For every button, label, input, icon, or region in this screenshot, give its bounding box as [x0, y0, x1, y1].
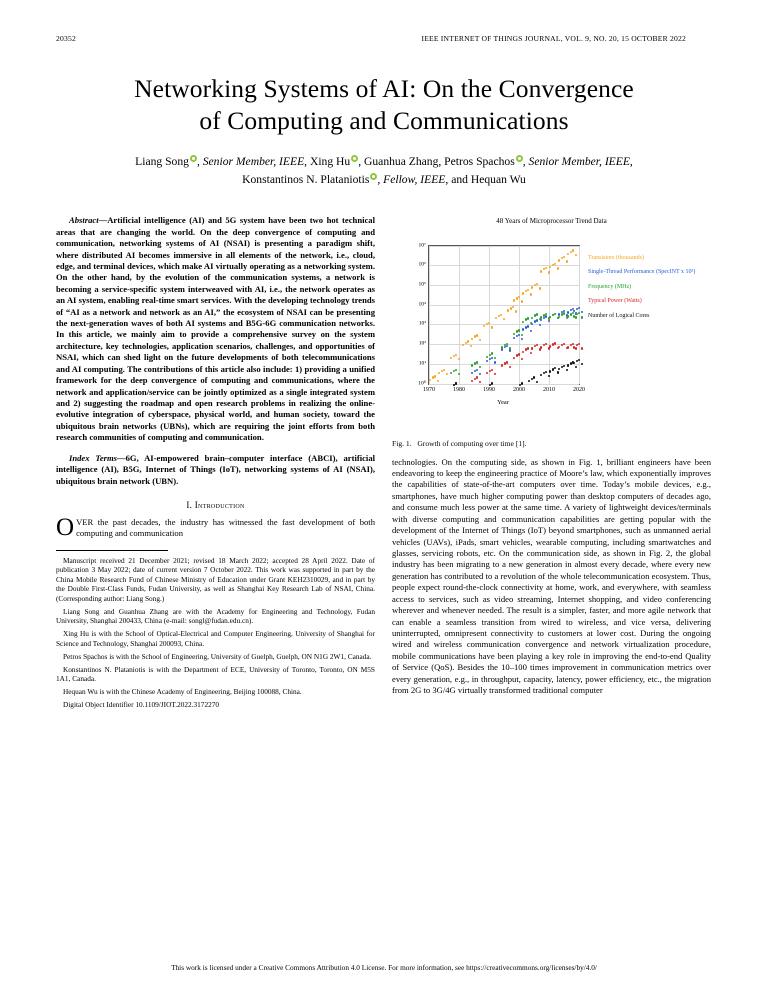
chart-data-point [563, 256, 565, 258]
chart-data-point [549, 370, 551, 372]
chart-xtick-label: 1980 [453, 386, 465, 393]
chart-data-point [467, 340, 469, 342]
chart-data-point [434, 375, 436, 377]
index-terms-text: —6G, AI-empowered brain–computer interface (ABCI), artificial intelligence (AI), B5G, Internet of Things (IoT), networking systems of AI (NSAI), ubiquitous brain network (UBN). [56, 452, 375, 486]
author-list [56, 153, 712, 189]
footnote-block [56, 556, 375, 710]
intro-first-paragraph-text: VER the past decades, the industry has witnessed the fast development of both computing and communication [76, 516, 375, 539]
chart-data-point [501, 346, 503, 348]
chart-data-point [495, 317, 497, 319]
chart-data-point [575, 254, 577, 256]
chart-data-point [573, 315, 575, 317]
chart-data-point [563, 343, 565, 345]
chart-data-point [491, 326, 493, 328]
chart-data-point [437, 380, 439, 382]
two-column-body [56, 215, 712, 713]
chart-data-point [557, 267, 559, 269]
chart-data-point [531, 286, 533, 288]
chart-data-point [470, 345, 472, 347]
chart-legend [588, 255, 698, 328]
journal-line: IEEE INTERNET OF THINGS JOURNAL, VOL. 9, NO. 20, 15 OCTOBER 2022 [421, 34, 686, 43]
chart-data-point [507, 309, 509, 311]
chart-gridline [429, 246, 579, 247]
chart-data-point [540, 374, 542, 376]
chart-data-point [531, 317, 533, 319]
chart-legend-item: Transistors (thousands) [588, 254, 644, 261]
chart-ytick-label: 10⁷ [418, 241, 426, 248]
chart-data-point [450, 357, 452, 359]
chart-data-point [455, 354, 457, 356]
chart-data-point [563, 365, 565, 367]
chart-data-point [462, 344, 464, 346]
chart-data-point [540, 270, 542, 272]
chart-data-point [558, 259, 560, 261]
figure-caption-label: Fig. 1. [392, 438, 412, 448]
chart-data-point [506, 361, 508, 363]
chart-data-point [581, 316, 583, 318]
chart-data-point [471, 338, 473, 340]
footnote-affiliation-4: Konstantinos N. Plataniotis is with the Department of ECE, University of Toronto, Toronto, ON M5S 1A1, Canada. [56, 664, 375, 684]
chart-data-point [567, 364, 569, 366]
left-column [56, 215, 375, 713]
chart-data-point [578, 307, 580, 309]
chart-data-point [500, 314, 502, 316]
drop-cap: O [56, 513, 75, 541]
chart-data-point [522, 351, 524, 353]
chart-xtick-label: 1970 [423, 386, 435, 393]
footnote-doi: Digital Object Identifier 10.1109/JIOT.2022.3172270 [63, 700, 220, 710]
chart-data-point [522, 292, 524, 294]
author-plataniotis: Konstantinos N. Plataniotis [242, 173, 370, 187]
chart-data-point [491, 382, 493, 384]
chart-xtick-label: 2010 [543, 386, 555, 393]
right-column [392, 215, 711, 713]
chart-data-point [518, 329, 520, 331]
chart-data-point [513, 333, 515, 335]
chart-title: 48 Years of Microprocessor Trend Data [496, 217, 607, 226]
chart-legend-item: Number of Logical Cores [588, 312, 650, 319]
chart-data-point [573, 346, 575, 348]
authors-group-1: , Guanhua Zhang, Petros Spachos [358, 155, 515, 169]
figure-caption-text: Growth of computing over time [1]. [417, 438, 527, 448]
chart-data-point [536, 344, 538, 346]
chart-data-point [554, 313, 556, 315]
orcid-icon[interactable] [516, 155, 523, 162]
chart-data-point [486, 356, 488, 358]
chart-data-point [521, 358, 523, 360]
chart-xtick-label: 2000 [513, 386, 525, 393]
index-terms-label: Index Terms [69, 452, 118, 463]
chart-data-point [572, 249, 574, 251]
chart-data-point [455, 382, 457, 384]
chart-data-point [479, 366, 481, 368]
chart-data-point [548, 271, 550, 273]
chart-data-point [501, 364, 503, 366]
chart-data-point [494, 357, 496, 359]
chart-data-point [446, 373, 448, 375]
chart-data-point [522, 321, 524, 323]
page-title [56, 73, 712, 136]
chart-data-point [545, 371, 547, 373]
chart-data-point [578, 359, 580, 361]
orcid-icon[interactable] [190, 155, 197, 162]
chart-gridline [429, 265, 579, 266]
page-folio: 20352 [56, 34, 76, 43]
chart-data-point [533, 376, 535, 378]
chart-data-point [443, 369, 445, 371]
chart-legend-item: Typical Power (Watts) [588, 298, 642, 305]
chart-data-point [558, 346, 560, 348]
abstract-paragraph [56, 215, 375, 443]
chart-data-point [527, 347, 529, 349]
chart-data-point [476, 361, 478, 363]
chart-data-point [536, 313, 538, 315]
chart-data-point [549, 316, 551, 318]
chart-ytick-label: 10⁵ [418, 281, 426, 288]
chart-data-point [521, 334, 523, 336]
chart-data-point [479, 339, 481, 341]
chart-ytick-label: 10¹ [418, 360, 426, 367]
chart-data-point [539, 324, 541, 326]
chart-data-point [531, 347, 533, 349]
chart-data-point [530, 293, 532, 295]
chart-data-point [518, 334, 520, 336]
figure-caption [392, 439, 711, 449]
chart-data-point [491, 357, 493, 359]
chart-xtick-label: 1990 [483, 386, 495, 393]
section-heading-introduction: I. Introduction [186, 499, 245, 510]
license-line: This work is licensed under a Creative Commons Attribution 4.0 License. For more information, see https://creativecommons.org/licenses/by/4.0/ [171, 963, 597, 972]
chart-data-point [566, 369, 568, 371]
figure-1 [392, 217, 711, 448]
chart-data-point [566, 260, 568, 262]
chart-data-point [530, 352, 532, 354]
chart-data-point [567, 346, 569, 348]
chart-data-point [494, 373, 496, 375]
chart-gridline [579, 246, 580, 384]
chart-data-point [575, 347, 577, 349]
intro-first-paragraph [56, 513, 375, 541]
chart-data-point [471, 380, 473, 382]
chart-ytick-label: 10² [418, 340, 426, 347]
chart-data-point [536, 319, 538, 321]
chart-data-point [527, 317, 529, 319]
chart-data-point [545, 267, 547, 269]
chart-data-point [486, 372, 488, 374]
author-hequan-wu: , and Hequan Wu [445, 173, 526, 187]
chart-gridline [429, 305, 579, 306]
abstract-text: —Artificial intelligence (AI) and 5G system have been two hot technical areas that are changing the world. On the deep convergence of computing and communication, networking systems of AI (NSAI) is presenting a paradigm shift, where distributed AI becomes immersive in all elements of the network, i.e., cloud, edge, and terminal devices, which make AI virtually operating as a networking system. On the other hand, by the evolution of the communication systems, a network is becoming a service-specific system interweaved with AI, i.e., the network operates as an AI system, enabling real-time smart services. With the developing technology trends of “AI as a network and network as an AI,” the ecosystem of NSAI can be presenting the next-generation waves of both AI systems and B5G-6G communication networks. In this article, we mainly aim to provide a comprehensive survey on the system architecture, key technologies, application scenarios, challenges, and opportunities of NSAI, which can shed light on the future developments of both telecommunications and AI computing. The contributions of this article also include: 1) providing a unified framework for the deep convergence of computing and communications, where the network and application/service can be jointly optimized as a single integrated system and 2) suggesting the roadmap and open research problems in realizing the online-evolutive integration of cyberspace, physical world, and human society, toward the ubiquitous brain networks (UBNs), which are requiring the joint efforts from both research communities of computing and communication. [56, 215, 375, 443]
chart-data-point [581, 347, 583, 349]
chart-data-point [558, 368, 560, 370]
chart-gridline [429, 285, 579, 286]
author-xing-hu: , Xing Hu [304, 155, 351, 169]
chart-data-point [567, 311, 569, 313]
chart-data-point [509, 347, 511, 349]
chart-data-point [483, 325, 485, 327]
chart-data-point [528, 380, 530, 382]
chart-data-point [563, 312, 565, 314]
chart-data-point [429, 379, 431, 381]
chart-ytick-label: 10⁶ [418, 261, 426, 268]
chart-data-point [567, 315, 569, 317]
chart-data-point [539, 287, 541, 289]
chart-data-point [513, 357, 515, 359]
chart-data-point [488, 322, 490, 324]
chart-data-point [554, 342, 556, 344]
author-role-2: , Senior Member, IEEE, [522, 155, 633, 169]
footnote-affiliation-5: Hequan Wu is with the Chinese Academy of Engineering, Beijing 100088, China. [63, 687, 302, 697]
chart-ytick-label: 10⁴ [418, 300, 426, 307]
chart-data-point [455, 369, 457, 371]
chart-data-point [521, 300, 523, 302]
footnote-affiliation-3: Petros Spachos is with the School of Engineering, University of Guelph, Guelph, ON N1G 2W1, Canada. [63, 651, 372, 661]
chart-gridline [429, 384, 579, 385]
chart-data-point [513, 337, 515, 339]
chart-data-point [509, 366, 511, 368]
chart-data-point [575, 316, 577, 318]
running-head [56, 34, 712, 43]
footnote-manuscript: Manuscript received 21 December 2021; revised 18 March 2022; accepted 28 April 2022. Date of publication 3 May 2022; date of current version 7 October 2022. This work was supported in part by the China Mobile Research Fund of Chinese Ministry of Education under Grant KEH2310029, and in part by the Double First-Class Funds, Fudan University, as well as Shanghai Key Research Lab of NSAI, China. (Corresponding author: Liang Song.) [56, 555, 375, 603]
chart-gridline [429, 324, 579, 325]
chart-data-point [476, 369, 478, 371]
author-role-3: , Fellow, IEEE [377, 173, 446, 187]
chart-data-point [557, 371, 559, 373]
chart-xtick-label: 2020 [573, 386, 585, 393]
title-line-1: Networking Systems of AI: On the Convergence [134, 74, 634, 103]
chart-data-point [518, 353, 520, 355]
chart-data-point [540, 346, 542, 348]
chart-data-point [540, 316, 542, 318]
chart-data-point [476, 334, 478, 336]
chart-data-point [522, 328, 524, 330]
chart-data-point [471, 364, 473, 366]
abstract-label: Abstract [69, 215, 99, 226]
chart-data-point [513, 299, 515, 301]
chart-data-point [515, 310, 517, 312]
chart-data-point [581, 363, 583, 365]
chart-data-point [438, 372, 440, 374]
chart-legend-item: Frequency (MHz) [588, 283, 632, 290]
chart-data-point [471, 372, 473, 374]
chart-data-point [503, 318, 505, 320]
chart-ytick-label: 10⁰ [418, 379, 426, 386]
chart-ytick-label: 10³ [418, 320, 426, 327]
index-terms-paragraph [56, 453, 375, 487]
chart-data-point [527, 325, 529, 327]
chart-data-point [521, 338, 523, 340]
author-liang-song: Liang Song [135, 155, 189, 169]
chart-xlabel: Year [497, 398, 509, 406]
author-role-1: , Senior Member, IEEE [196, 155, 305, 169]
footnote-affiliation-1: Liang Song and Guanhua Zhang are with the Academy for Engineering and Technology, Fudan University, Shanghai 200433, China (e-mail: songl@fudan.edu.cn). [56, 606, 375, 626]
chart-data-point [450, 372, 452, 374]
chart-canvas [392, 229, 711, 429]
chart-data-point [521, 382, 523, 384]
chart-data-point [479, 373, 481, 375]
right-column-paragraph: technologies. On the computing side, as shown in Fig. 1, brilliant engineers have been endeavoring to keep the engineering practice of Moore’s law, which exponentially improves the capabilities of state-of-the-art computers over time. Today’s mobile devices, e.g., smartphones, have much higher computing power than desktop computers of decades ago, and consume much less power at the same time. A variety of lightweight devices/terminals with diverse computing and communication capabilities are getting popular with the development of the Internet of Things (IoT) beyond smartphones, such as unmanned aerial vehicles (UAVs), iPads, smart vehicles, wearable computing, including smartwatches and glasses, servicing robots, etc. On the communication side, as shown in Fig. 2, the global industry has been migrating to a new generation in almost every decade, where every new generation has contributed to a revolution of the whole telecommunication ecosystem. Thus, people expect round-the-clock connectivity at home, work, and everywhere, with seamless access to services, such as video streaming, Internet shopping, and video conferencing wherever and whenever needed. The result is a simpler, faster, and more agile network that can enable a seamless transition from wired to wireless, and vice versa, delivering uninterrupted, omnipresent connectivity to customers at lower cost. During the ongoing wired and wireless communication convergence and network virtualization procedure, mobile communications have been playing a key role in improving the end-to-end Quality of Service (QoS). Besides the 10–100 times improvement in communication metrics over every generation, e.g., in throughput, capacity, latency, power efficiency, etc., the migration from 2G to 3G/4G virtually transformed traditional computer [392, 456, 711, 696]
chart-data-point [581, 311, 583, 313]
chart-data-point [486, 360, 488, 362]
chart-data-point [491, 352, 493, 354]
chart-data-point [494, 361, 496, 363]
chart-legend-item: Single-Thread Performance (SpecINT x 10³) [588, 269, 696, 276]
chart-data-point [530, 330, 532, 332]
title-line-2: of Computing and Communications [199, 105, 569, 135]
chart-data-point [558, 316, 560, 318]
chart-data-point [476, 376, 478, 378]
chart-plot-area [418, 241, 585, 393]
footnote-rule [56, 550, 168, 551]
chart-data-point [549, 345, 551, 347]
chart-data-point [491, 369, 493, 371]
chart-data-point [567, 253, 569, 255]
footnote-affiliation-2: Xing Hu is with the School of Optical-Electrical and Computer Engineering, University of Shanghai for Science and Technology, Shanghai 200093, China. [56, 629, 375, 648]
chart-data-point [575, 366, 577, 368]
